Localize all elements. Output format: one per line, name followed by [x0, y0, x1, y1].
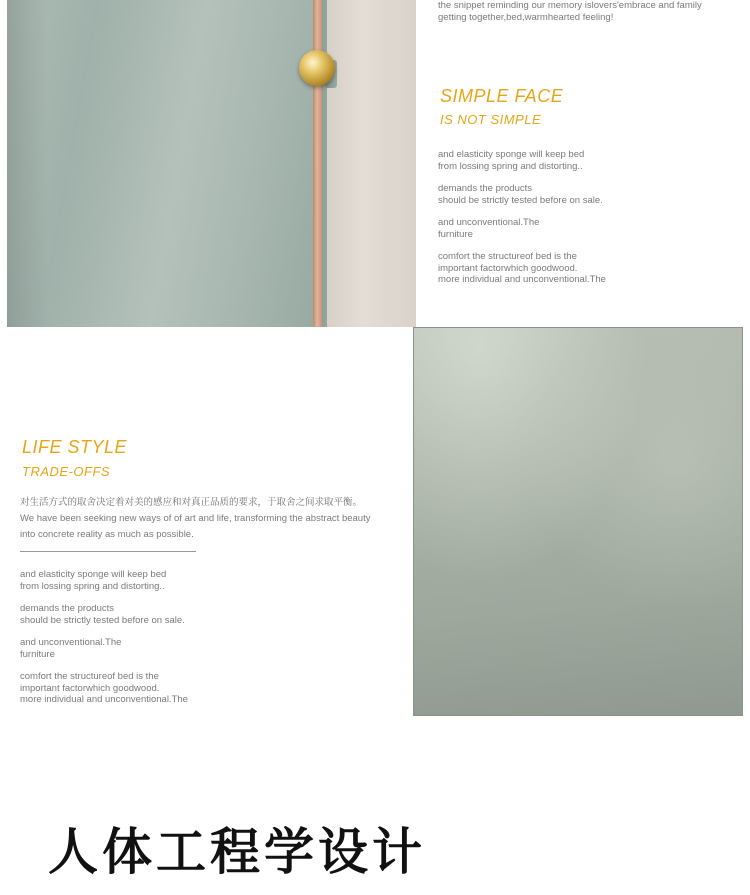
paragraph-line: should be strictly tested before on sale. — [438, 194, 603, 206]
life-style-paragraphs — [20, 569, 320, 717]
paragraph-line: and elasticity sponge will keep bed — [20, 569, 167, 580]
paragraph-line: from lossing spring and distorting.. — [438, 160, 583, 172]
paragraph-line: more individual and unconventional.The — [438, 274, 606, 285]
paragraph-line: comfort the structureof bed is the — [20, 671, 159, 682]
simple-face-subheading: IS NOT SIMPLE — [440, 112, 542, 127]
description-line: into concrete reality as much as possible. — [20, 529, 194, 540]
paragraph — [438, 217, 738, 240]
intro-text — [438, 0, 738, 23]
paragraph-line: comfort the structureof bed is the — [438, 251, 577, 262]
paragraph-line: and elasticity sponge will keep bed — [438, 149, 585, 160]
paragraph-line: and unconventional.The — [438, 217, 540, 228]
trade-offs-subheading: TRADE-OFFS — [22, 464, 111, 479]
intro-line-1: the snippet reminding our memory islovers'embrace and family — [438, 0, 702, 11]
gold-knob — [299, 50, 335, 86]
paragraph — [438, 183, 738, 206]
paragraph-line: more individual and unconventional.The — [20, 694, 188, 705]
paragraph — [438, 251, 738, 286]
paragraph — [20, 603, 320, 626]
simple-face-paragraphs — [438, 149, 738, 297]
paragraph-line: furniture — [438, 228, 473, 240]
wall-background — [327, 0, 416, 327]
paragraph-line: demands the products — [438, 183, 533, 194]
description-line: We have been seeking new ways of of art and life, transforming the abstract beauty — [20, 513, 371, 524]
paragraph-line: important factorwhich goodwood. — [20, 682, 160, 694]
panel-shadow — [7, 0, 47, 327]
simple-face-heading: SIMPLE FACE — [440, 86, 564, 106]
paragraph — [438, 149, 738, 172]
headboard-photo — [7, 0, 416, 327]
paragraph-line: from lossing spring and distorting.. — [20, 580, 165, 592]
life-style-heading: LIFE STYLE — [22, 437, 128, 457]
paragraph-line: important factorwhich goodwood. — [438, 262, 578, 274]
ergonomic-design-title: 人体工程学设计 — [48, 823, 426, 881]
leather-texture-photo — [413, 327, 743, 716]
headboard-panel — [7, 0, 313, 327]
intro-line-2: getting together,bed,warmhearted feeling! — [438, 11, 614, 23]
paragraph — [20, 637, 320, 660]
paragraph-line: and unconventional.The — [20, 637, 122, 648]
english-description — [20, 511, 400, 543]
paragraph-line: furniture — [20, 648, 55, 660]
paragraph — [20, 569, 320, 592]
paragraph-line: demands the products — [20, 603, 115, 614]
divider — [20, 551, 196, 552]
paragraph-line: should be strictly tested before on sale. — [20, 614, 185, 626]
paragraph — [20, 671, 320, 706]
chinese-description: 对生活方式的取舍决定着对美的感应和对真正品质的要求，于取舍之间求取平衡。 — [20, 497, 363, 508]
